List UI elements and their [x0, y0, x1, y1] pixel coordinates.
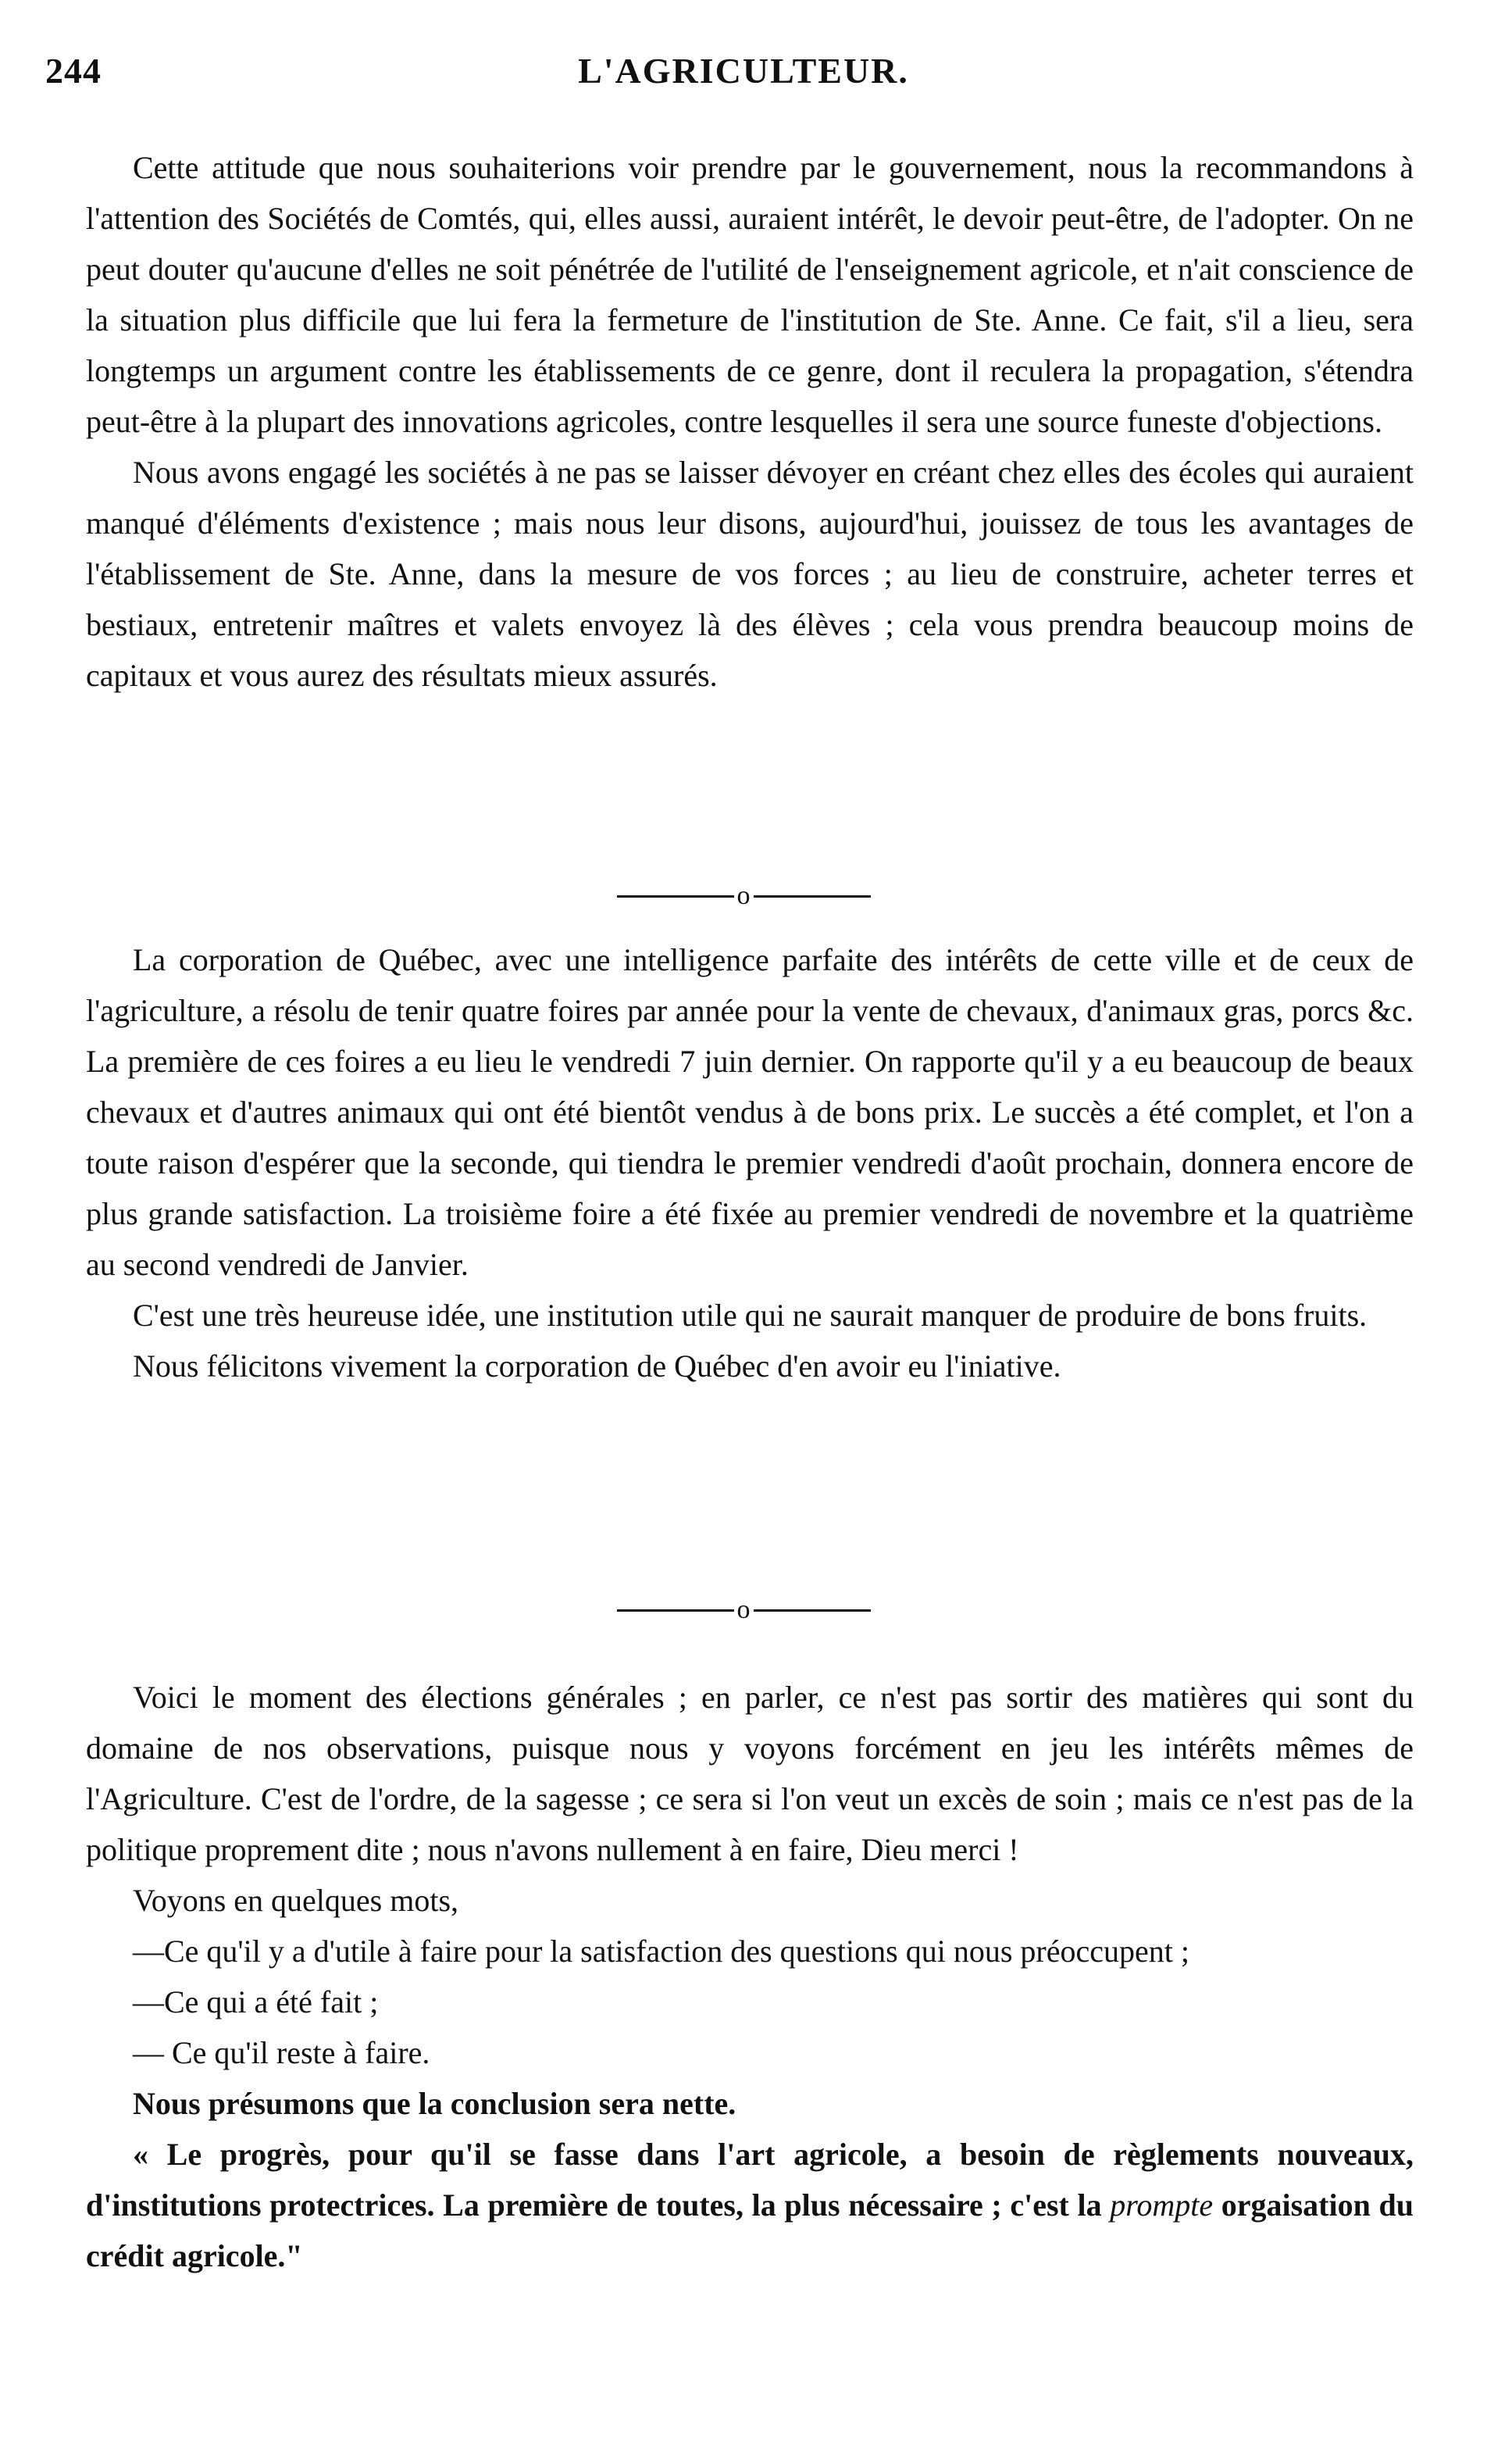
- paragraph: Voyons en quelques mots,: [133, 1883, 459, 1918]
- paragraph: Voici le moment des élections générales ; en parler, ce n'est pas sortir des matières qui sont du domaine de nos observations, puisque nous y voyons forcément en jeu les intérêts mêmes de l'Agriculture. C'est de l'ordre, de la sagesse ; ce sera si l'on veut un excès de soin ; mais ce n'est pas de la politique proprement dite ; nous n'avons nullement à en faire, Dieu merci !: [86, 1680, 1414, 1867]
- paragraph: Nous félicitons vivement la corporation de Québec d'en avoir eu l'iniative.: [133, 1348, 1061, 1384]
- separator-rule: [617, 895, 734, 898]
- paragraph: —Ce qu'il y a d'utile à faire pour la satisfaction des questions qui nous préoccupent ;: [133, 1934, 1189, 1969]
- paragraph: — Ce qu'il reste à faire.: [133, 2035, 430, 2070]
- paragraph: Nous présumons que la conclusion sera nette.: [133, 2086, 736, 2121]
- section-quebec-fairs: [86, 934, 1414, 1391]
- separator-rule: [754, 895, 871, 898]
- page-number: 244: [45, 51, 102, 91]
- paragraph: C'est une très heureuse idée, une institution utile qui ne saurait manquer de produire de bons fruits.: [133, 1298, 1368, 1333]
- paragraph: —Ce qui a été fait ;: [133, 1984, 379, 2019]
- quote-paragraph: [86, 2129, 1414, 2281]
- separator-circle: o: [736, 881, 751, 911]
- quote-emphasis: prompte: [1110, 2187, 1214, 2223]
- separator-rule: [754, 1609, 871, 1612]
- section-elections: [86, 1672, 1414, 2281]
- separator-circle: o: [736, 1595, 751, 1625]
- separator-rule: [617, 1609, 734, 1612]
- paragraph: La corporation de Québec, avec une intelligence parfaite des intérêts de cette ville et de ceux de l'agriculture, a résolu de tenir quatre foires par année pour la vente de chevaux, d'animaux gras, porcs &c. La première de ces foires a eu lieu le vendredi 7 juin dernier. On rapporte qu'il y a eu beaucoup de beaux chevaux et d'autres animaux qui ont été bientôt vendus à de bons prix. Le succès a été complet, et l'on a toute raison d'espérer que la seconde, qui tiendra le premier vendredi d'août prochain, donnera encore de plus grande satisfaction. La troisième foire a été fixée au premier vendredi de novembre et la quatrième au second vendredi de Janvier.: [86, 942, 1414, 1282]
- section-separator: [0, 1595, 1487, 1623]
- paragraph: Cette attitude que nous souhaiterions voir prendre par le gouvernement, nous la recommandons à l'attention des Sociétés de Comtés, qui, elles aussi, auraient intérêt, le devoir peut-être, de l'adopter. On ne peut douter qu'aucune d'elles ne soit pénétrée de l'utilité de l'enseignement agricole, et n'ait conscience de la situation plus difficile que lui fera la fermeture de l'institution de Ste. Anne. Ce fait, s'il a lieu, sera longtemps un argument contre les établissements de ce genre, dont il reculera la propagation, s'étendra peut-être à la plupart des innovations agricoles, contre lesquelles il sera une source funeste d'objections.: [86, 150, 1414, 439]
- section-teaching: [86, 142, 1414, 701]
- quote-text: « Le progrès, pour qu'il se fasse dans l'art agricole, a besoin de règlements nouveaux, d'institutions protectrices. La première de toutes, la plus nécessaire ; c'est la: [86, 2137, 1414, 2223]
- paragraph: Nous avons engagé les sociétés à ne pas se laisser dévoyer en créant chez elles des écoles qui auraient manqué d'éléments d'existence ; mais nous leur disons, aujourd'hui, jouissez de tous les avantages de l'établissement de Ste. Anne, dans la mesure de vos forces ; au lieu de construire, acheter terres et bestiaux, entretenir maîtres et valets envoyez là des élèves ; cela vous prendra beaucoup moins de capitaux et vous aurez des résultats mieux assurés.: [86, 455, 1414, 693]
- running-title: L'AGRICULTEUR.: [578, 51, 909, 91]
- page-header: [45, 50, 1442, 105]
- section-separator: [0, 881, 1487, 909]
- quote-text: orgaisation du crédit agricole.": [86, 2187, 1414, 2273]
